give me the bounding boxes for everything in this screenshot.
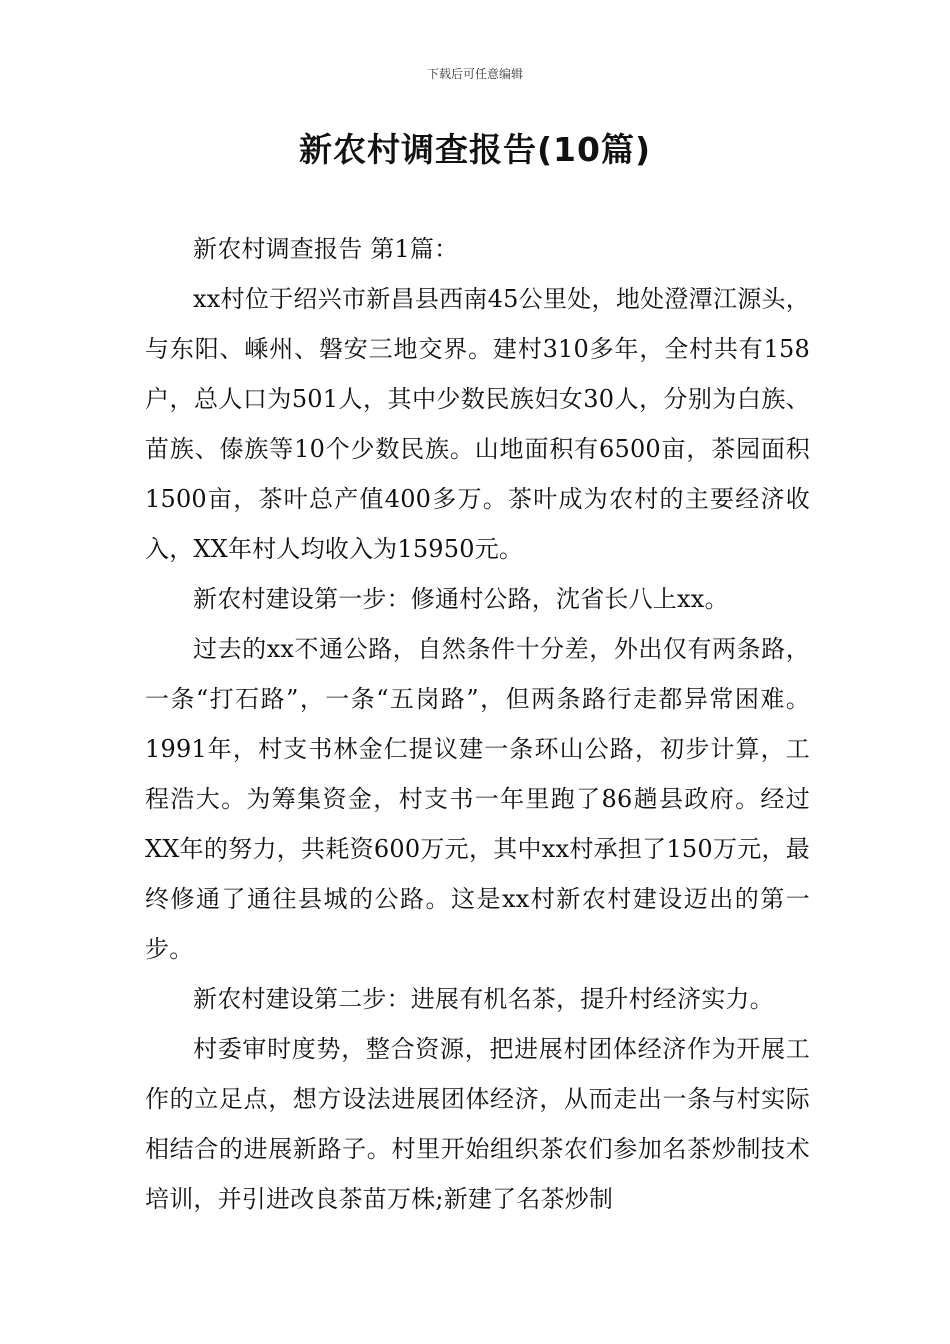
subsection-heading: 新农村建设第一步：修通村公路，沈省长八上xx。 <box>193 585 729 613</box>
document-body <box>145 224 810 1224</box>
body-paragraph: xx村位于绍兴市新昌县西南45公里处，地处澄潭江源头，与东阳、嵊州、磐安三地交界。建村310多年，全村共有158户，总人口为501人，其中少数民族妇女30人，分别为白族、苗族、傣族等10个少数民族。山地面积有6500亩，茶园面积1500亩，茶叶总产值400多万。茶叶成为农村的主要经济收入，XX年村人均收入为15950元。 <box>145 285 810 563</box>
subsection-heading: 新农村建设第二步：进展有机名茶，提升村经济实力。 <box>193 985 774 1013</box>
document-title: 新农村调查报告(10篇) <box>298 130 652 169</box>
body-paragraph: 过去的xx不通公路，自然条件十分差，外出仅有两条路，一条“打石路”，一条“五岗路”，但两条路行走都异常困难。1991年，村支书林金仁提议建一条环山公路，初步计算，工程浩大。为筹集资金，村支书一年里跑了86趟县政府。经过XX年的努力，共耗资600万元，其中xx村承担了150万元，最终修通了通往县城的公路。这是xx村新农村建设迈出的第一步。 <box>145 635 810 963</box>
header-note: 下载后可任意编辑 <box>426 67 523 81</box>
body-paragraph: 村委审时度势，整合资源，把进展村团体经济作为开展工作的立足点，想方设法进展团体经济，从而走出一条与村实际相结合的进展新路子。村里开始组织茶农们参加名茶炒制技术培训，并引进改良茶苗万株;新建了名茶炒制 <box>145 1035 810 1213</box>
section-heading: 新农村调查报告 第1篇： <box>193 235 459 263</box>
